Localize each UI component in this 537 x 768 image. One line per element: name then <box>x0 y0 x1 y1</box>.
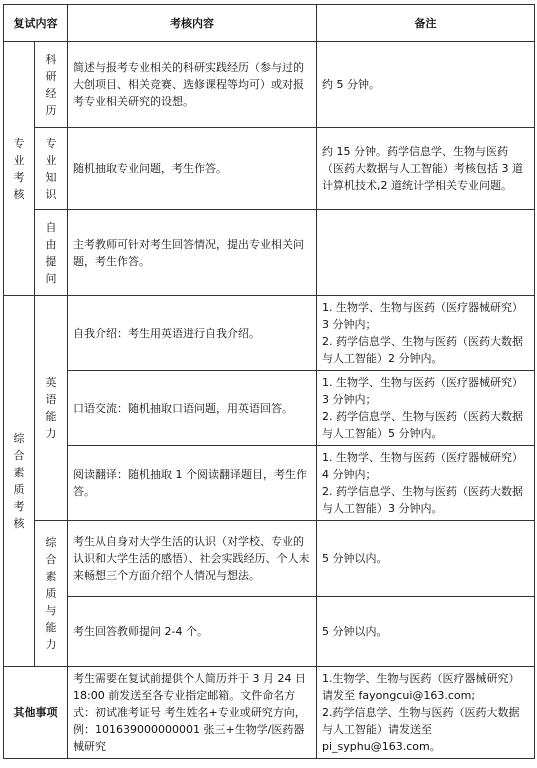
table-row <box>4 597 535 667</box>
row-note: 5 分钟以内。 <box>317 597 535 667</box>
table-row <box>4 296 535 371</box>
row-content: 考生回答教师提问 2-4 个。 <box>68 597 317 667</box>
row-note: 1. 生物学、生物与医药（医疗器械研究）4 分钟内； 2. 药学信息学、生物与医药（医药大数据与人工智能）3 分钟内。 <box>317 446 535 521</box>
header-assessment-content: 考核内容 <box>68 5 317 42</box>
row-note: 1. 生物学、生物与医药（医疗器械研究）3 分钟内； 2. 药学信息学、生物与医药（医药大数据与人工智能）5 分钟内。 <box>317 371 535 446</box>
header-retest-content: 复试内容 <box>4 5 68 42</box>
table-row <box>4 446 535 521</box>
row-content: 口语交流：随机抽取口语问题，用英语回答。 <box>68 371 317 446</box>
row-note: 5 分钟以内。 <box>317 521 535 597</box>
row-note: 约 5 分钟。 <box>317 42 535 128</box>
table-row <box>4 42 535 128</box>
row-content: 考生需要在复试前提供个人简历并于 3 月 24 日 18:00 前发送至各专业指定邮箱。文件命名方式：初试准考证号 考生姓名+专业或研究方向，例：101639000000001 张三+生物学/医药器械研究 <box>68 667 317 759</box>
table-row <box>4 521 535 597</box>
section-professional-label: 专业考核 <box>4 42 35 296</box>
section-comprehensive-label: 综合素质考核 <box>4 296 35 667</box>
row-content: 随机抽取专业问题，考生作答。 <box>68 128 317 210</box>
row-content: 主考教师可针对考生回答情况，提出专业相关问题，考生作答。 <box>68 210 317 296</box>
assessment-table <box>3 4 535 759</box>
table-row <box>4 210 535 296</box>
row-note: 约 15 分钟。药学信息学、生物与医药（医药大数据与人工智能）考核包括 3 道计算机技术,2 道统计学相关专业问题。 <box>317 128 535 210</box>
row-content: 简述与报考专业相关的科研实践经历（参与过的大创项目、相关竞赛、选修课程等均可）或对报考专业相关研究的设想。 <box>68 42 317 128</box>
table-row <box>4 667 535 759</box>
table-header-row <box>4 5 535 42</box>
header-remarks: 备注 <box>317 5 535 42</box>
sub-english-ability: 英语能力 <box>35 296 68 521</box>
row-content: 自我介绍：考生用英语进行自我介绍。 <box>68 296 317 371</box>
sub-research-experience: 科研经历 <box>35 42 68 128</box>
sub-comprehensive-quality: 综合素质与能力 <box>35 521 68 667</box>
table-row <box>4 371 535 446</box>
sub-professional-knowledge: 专业知识 <box>35 128 68 210</box>
row-note: 1. 生物学、生物与医药（医疗器械研究）3 分钟内； 2. 药学信息学、生物与医药（医药大数据与人工智能）2 分钟内。 <box>317 296 535 371</box>
row-content: 阅读翻译：随机抽取 1 个阅读翻译题目，考生作答。 <box>68 446 317 521</box>
row-note: 1.生物学、生物与医药（医疗器械研究）请发至 fayongcui@163.com; 2.药学信息学、生物与医药（医药大数据与人工智能）请发送至 pi_syphu@163.com。 <box>317 667 535 759</box>
table-row <box>4 128 535 210</box>
other-matters-label: 其他事项 <box>4 667 68 759</box>
row-note <box>317 210 535 296</box>
row-content: 考生从自身对大学生活的认识（对学校、专业的认识和大学生活的感悟）、社会实践经历、个人未来畅想三个方面介绍个人情况与想法。 <box>68 521 317 597</box>
sub-free-questions: 自由提问 <box>35 210 68 296</box>
